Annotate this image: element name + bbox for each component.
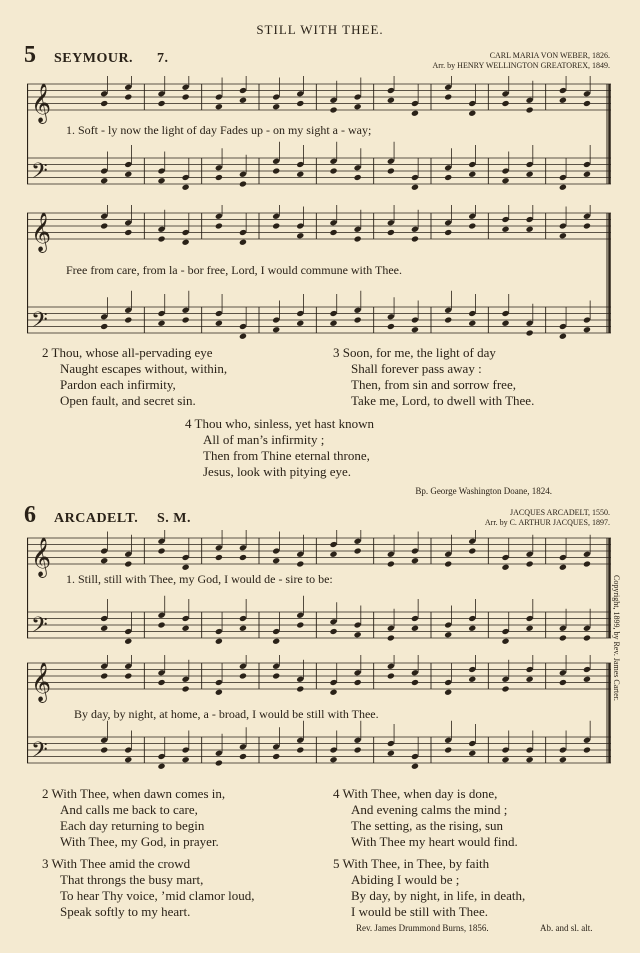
meter: S. M. <box>157 511 191 526</box>
svg-text:𝄞: 𝄞 <box>31 662 52 702</box>
verse-block: 2 Thou, whose all-pervading eye Naught escapes without, within, Pardon each infirmity, Open fault, and secret sin. <box>42 345 228 408</box>
verse-block: 2 With Thee, when dawn comes in, And calls me back to care, Each day returning to begin With Thee, my God, in prayer. <box>42 786 226 849</box>
lyric-line: By day, by night, at home, a - broad, I would be still with Thee. <box>74 707 379 721</box>
svg-text:𝄢: 𝄢 <box>31 738 48 768</box>
svg-text:𝄞: 𝄞 <box>31 83 52 123</box>
page-title: STILL WITH THEE. <box>256 22 384 37</box>
hymn-number: 5 <box>24 42 36 68</box>
verse-block: 5 With Thee, in Thee, by faith Abiding I would be ; By day, by night, in life, in death, I would be still with Thee. <box>333 856 526 919</box>
author-note: Ab. and sl. alt. <box>540 923 593 933</box>
lyric-line: 1. Soft - ly now the light of day Fades up - on my sight a - way; <box>66 123 372 137</box>
svg-text:𝄞: 𝄞 <box>31 537 52 577</box>
verse-block: 4 Thou who, sinless, yet hast known All of man’s infirmity ; Then from Thine eternal throne, Jesus, look with pitying eye. <box>185 416 374 479</box>
arranger: Arr. by C. ARTHUR JACQUES, 1897. <box>484 518 610 527</box>
composer-credit <box>433 51 610 71</box>
verse-block: 4 With Thee, when day is done, And evening calms the mind ; The setting, as the rising, sun With Thee my heart would find. <box>333 786 518 849</box>
composer: JACQUES ARCADELT, 1550. <box>509 508 610 517</box>
lyric-line: 1. Still, still with Thee, my God, I would de - sire to be: <box>66 572 333 586</box>
svg-text:𝄢: 𝄢 <box>31 159 48 189</box>
svg-text:𝄢: 𝄢 <box>31 613 48 643</box>
svg-text:𝄞: 𝄞 <box>31 212 52 252</box>
lyric-line: Free from care, from la - bor free, Lord, I would commune with Thee. <box>66 263 402 277</box>
svg-text:𝄢: 𝄢 <box>31 308 48 338</box>
copyright-note: Copyright, 1899, by Rev. James Carter. <box>612 575 621 701</box>
text-author: Bp. George Washington Doane, 1824. <box>415 486 552 496</box>
arranger: Arr. by HENRY WELLINGTON GREATOREX, 1849. <box>432 61 610 70</box>
hymn-number: 6 <box>24 502 36 528</box>
tune-name: ARCADELT. <box>54 511 139 526</box>
meter: 7. <box>157 51 169 66</box>
music-system-6a <box>27 530 611 646</box>
verse-block: 3 With Thee amid the crowd That throngs the busy mart, To hear Thy voice, ’mid clamor loud, Speak softly to my heart. <box>42 856 255 919</box>
verse-block: 3 Soon, for me, the light of day Shall forever pass away : Then, from sin and sorrow free, Take me, Lord, to dwell with Thee. <box>333 345 535 408</box>
text-author: Rev. James Drummond Burns, 1856. <box>356 923 489 933</box>
tune-name: SEYMOUR. <box>54 51 134 66</box>
composer: CARL MARIA VON WEBER, 1826. <box>489 51 610 60</box>
composer-credit <box>485 508 610 528</box>
